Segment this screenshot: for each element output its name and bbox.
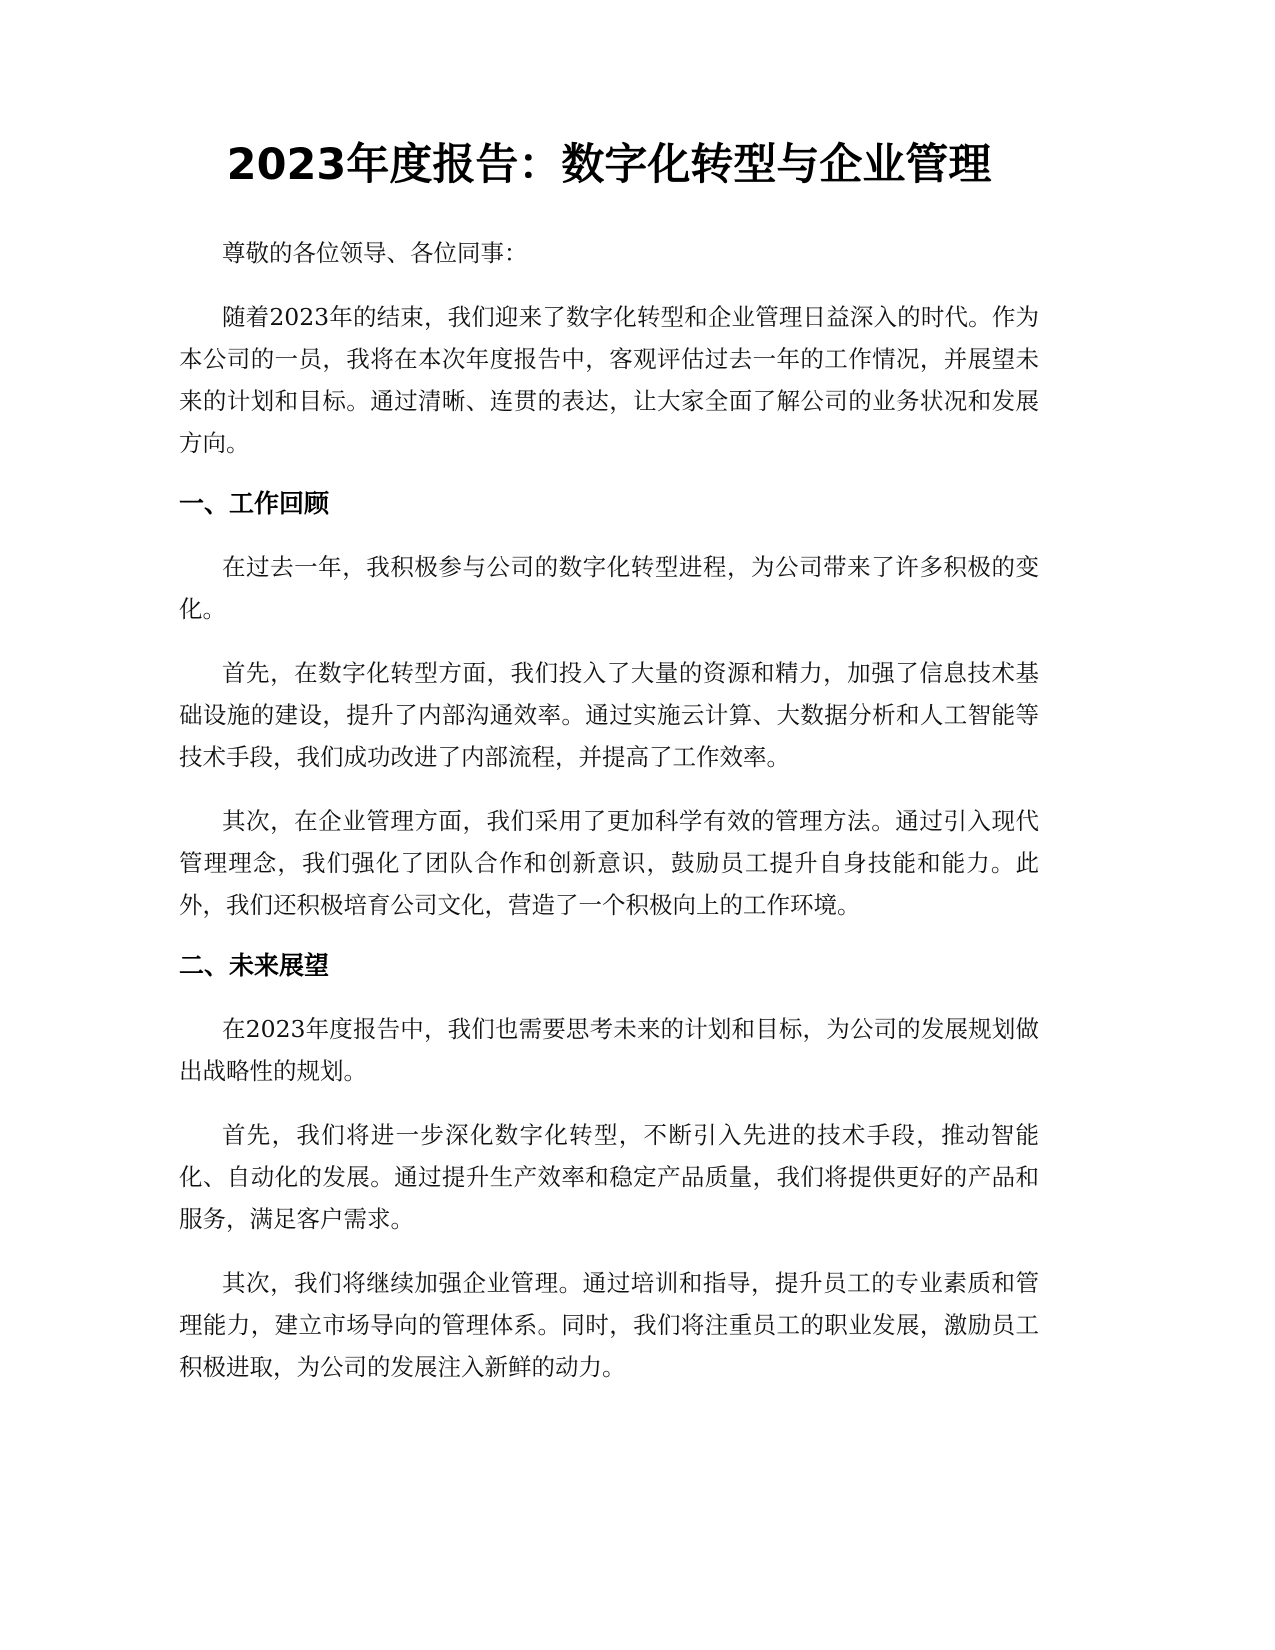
body-paragraph: 在过去一年，我积极参与公司的数字化转型进程，为公司带来了许多积极的变化。 (179, 552, 1039, 623)
body-paragraph: 在2023年度报告中，我们也需要思考未来的计划和目标，为公司的发展规划做出战略性的规划。 (179, 1014, 1039, 1085)
greeting-paragraph: 尊敬的各位领导、各位同事： (222, 238, 528, 267)
section-heading-future-outlook: 二、未来展望 (179, 950, 330, 980)
body-paragraph: 其次，在企业管理方面，我们采用了更加科学有效的管理方法。通过引入现代管理理念，我们强化了团队合作和创新意识，鼓励员工提升自身技能和能力。此外，我们还积极培育公司文化，营造了一个积极向上的工作环境。 (179, 806, 1039, 919)
body-paragraph: 其次，我们将继续加强企业管理。通过培训和指导，提升员工的专业素质和管理能力，建立市场导向的管理体系。同时，我们将注重员工的职业发展，激励员工积极进取，为公司的发展注入新鲜的动力。 (179, 1268, 1039, 1381)
document-page (179, 140, 1039, 1410)
body-paragraph: 首先，我们将进一步深化数字化转型，不断引入先进的技术手段，推动智能化、自动化的发展。通过提升生产效率和稳定产品质量，我们将提供更好的产品和服务，满足客户需求。 (179, 1120, 1039, 1233)
document-title: 2023年度报告：数字化转型与企业管理 (226, 140, 992, 190)
section-heading-work-review: 一、工作回顾 (179, 488, 330, 518)
intro-paragraph: 随着2023年的结束，我们迎来了数字化转型和企业管理日益深入的时代。作为本公司的一员，我将在本次年度报告中，客观评估过去一年的工作情况，并展望未来的计划和目标。通过清晰、连贯的表达，让大家全面了解公司的业务状况和发展方向。 (179, 302, 1039, 457)
body-paragraph: 首先，在数字化转型方面，我们投入了大量的资源和精力，加强了信息技术基础设施的建设，提升了内部沟通效率。通过实施云计算、大数据分析和人工智能等技术手段，我们成功改进了内部流程，并提高了工作效率。 (179, 658, 1039, 771)
